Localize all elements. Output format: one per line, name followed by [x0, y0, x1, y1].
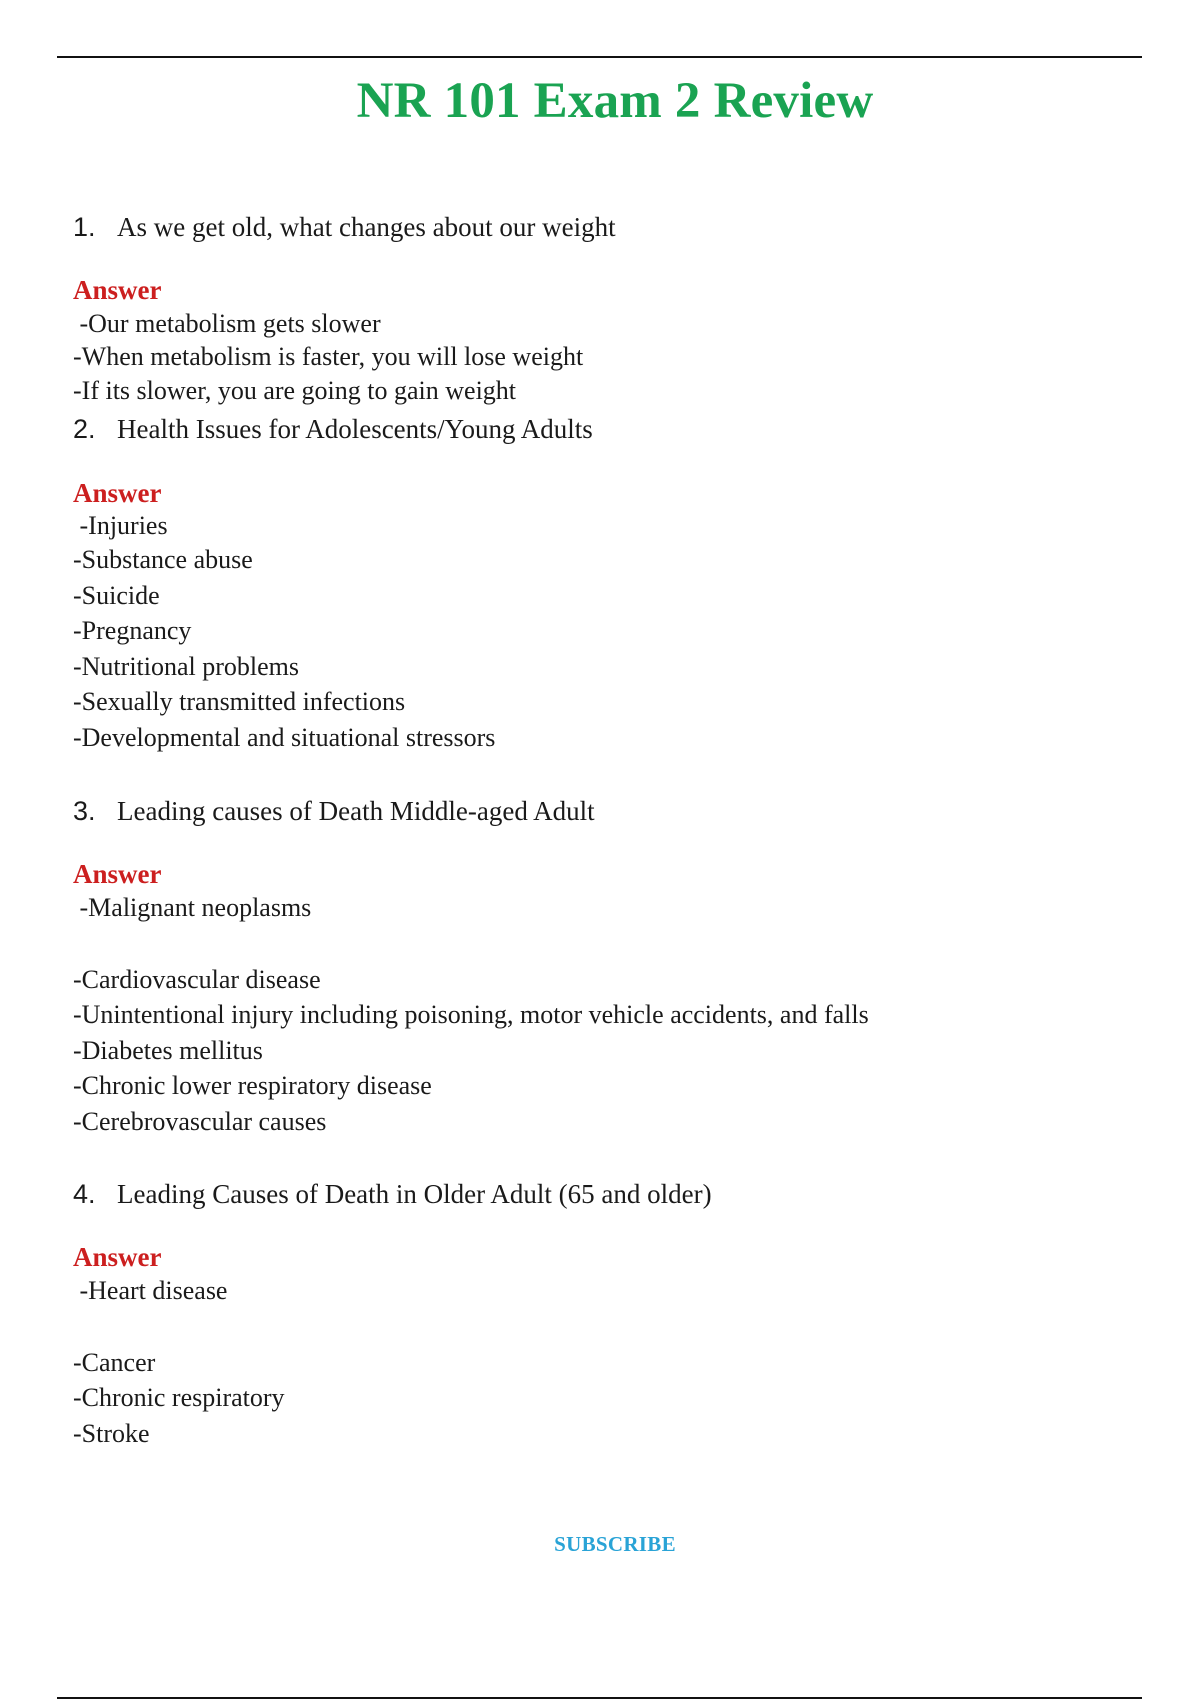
question-1 — [73, 207, 616, 247]
answer-line: -Chronic respiratory — [73, 1383, 285, 1412]
answer-line: -Nutritional problems — [73, 652, 300, 681]
bottom-rule — [57, 1697, 1142, 1699]
answer-label: Answer — [73, 859, 162, 889]
question-number: 4. — [73, 1178, 96, 1209]
answer-label: Answer — [73, 1242, 162, 1272]
answer-line: -Chronic lower respiratory disease — [73, 1071, 432, 1100]
answer-line: -Pregnancy — [73, 616, 192, 645]
answer-line: -Stroke — [73, 1419, 150, 1448]
subscribe-link[interactable]: SUBSCRIBE — [554, 1532, 676, 1556]
answer-line: -Suicide — [73, 581, 160, 610]
question-3 — [73, 791, 595, 831]
question-text: Health Issues for Adolescents/Young Adults — [117, 413, 593, 444]
answer-line: -Cerebrovascular causes — [73, 1107, 327, 1136]
answer-line: -Unintentional injury including poisoning, motor vehicle accidents, and falls — [73, 1000, 869, 1029]
question-text: Leading Causes of Death in Older Adult (65 and older) — [117, 1178, 712, 1209]
answer-line: -When metabolism is faster, you will lose weight — [73, 342, 584, 371]
question-text: As we get old, what changes about our weight — [117, 211, 616, 242]
answer-line: -Heart disease — [73, 1276, 228, 1305]
answer-line: -Diabetes mellitus — [73, 1036, 263, 1065]
answer-label: Answer — [73, 478, 162, 508]
answer-line: -Malignant neoplasms — [73, 893, 312, 922]
answer-line: -Cancer — [73, 1348, 156, 1377]
answer-line: -Our metabolism gets slower — [73, 309, 381, 338]
question-2 — [73, 409, 593, 449]
answer-line: -Cardiovascular disease — [73, 965, 321, 994]
question-4 — [73, 1174, 712, 1214]
question-text: Leading causes of Death Middle-aged Adult — [117, 795, 595, 826]
answer-label: Answer — [73, 275, 162, 305]
answer-line: -If its slower, you are going to gain weight — [73, 376, 517, 405]
answer-line: -Sexually transmitted infections — [73, 687, 406, 716]
answer-line: -Developmental and situational stressors — [73, 723, 496, 752]
page-title: NR 101 Exam 2 Review — [356, 73, 874, 129]
question-number: 2. — [73, 413, 96, 444]
answer-line: -Substance abuse — [73, 545, 253, 574]
answer-line: -Injuries — [73, 511, 168, 540]
question-number: 1. — [73, 211, 96, 242]
question-number: 3. — [73, 795, 96, 826]
